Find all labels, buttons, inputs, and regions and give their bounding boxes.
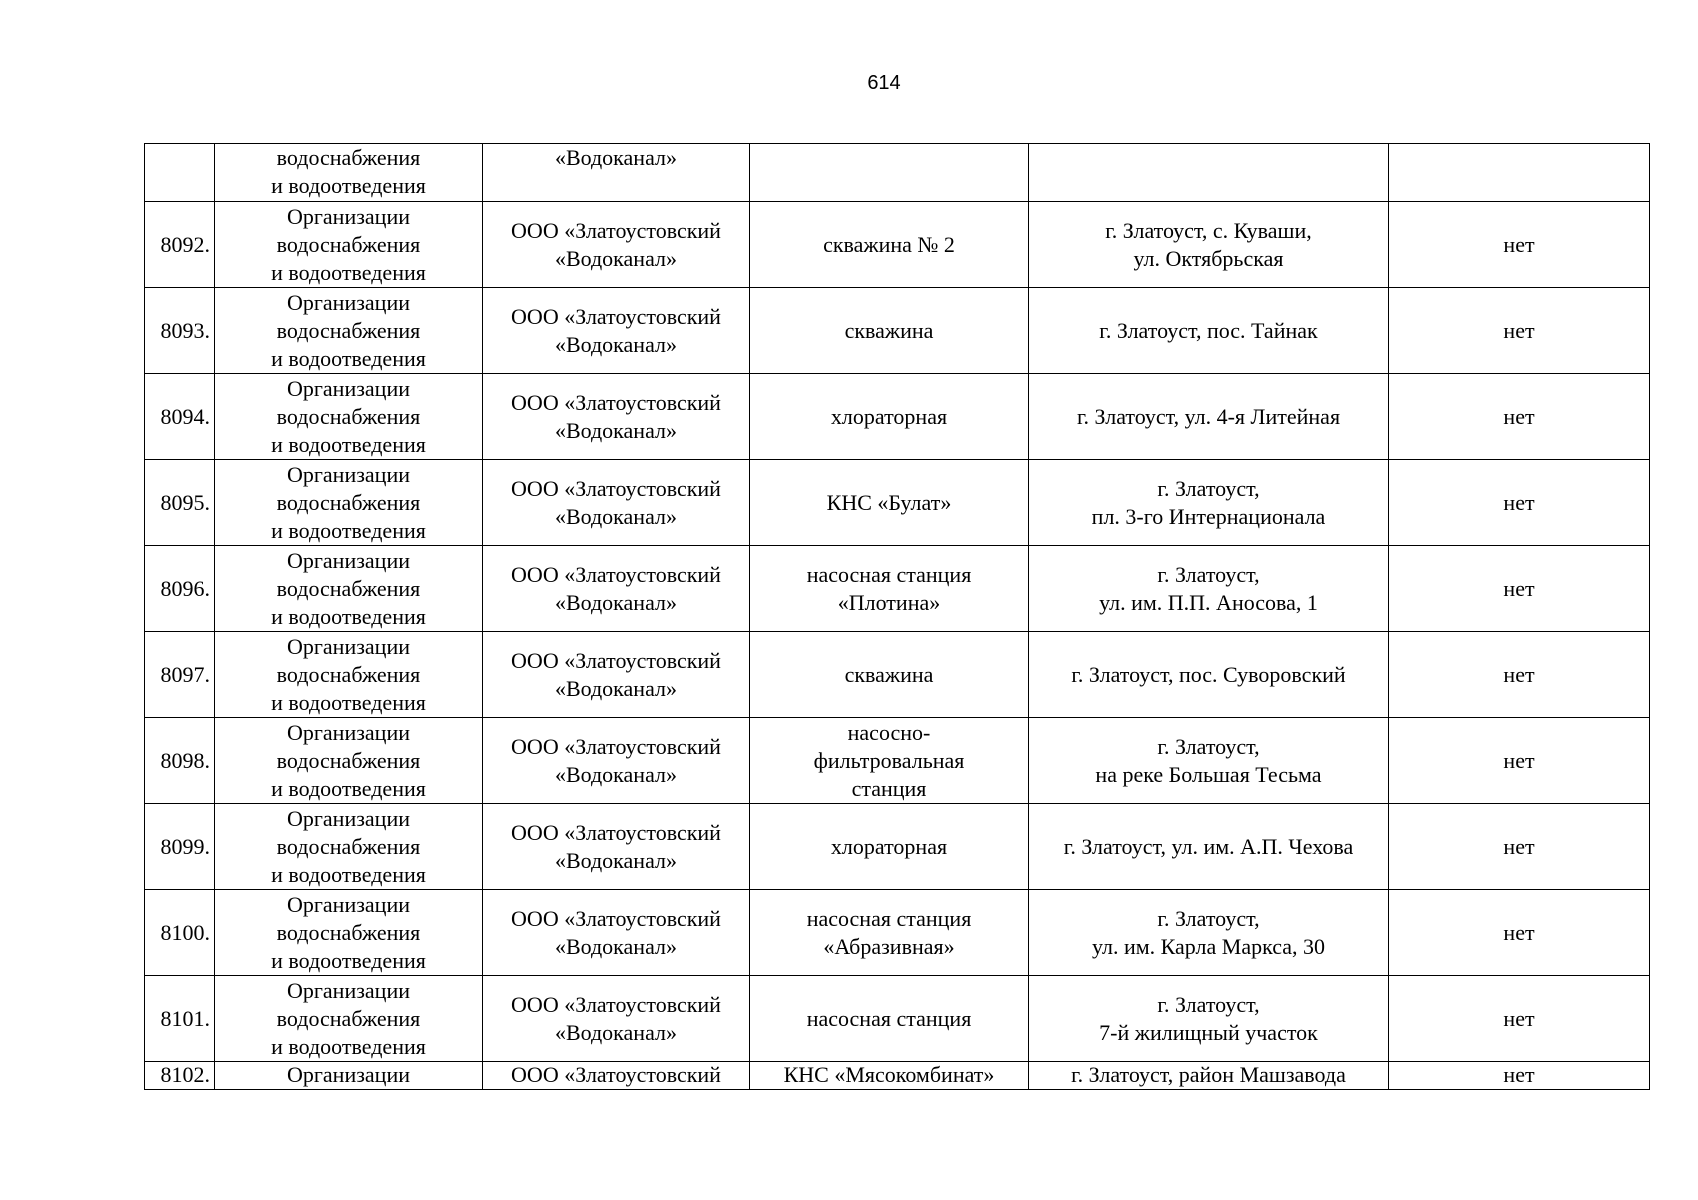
registry-table [144,143,1650,1090]
note [1389,144,1650,202]
table-row [145,374,1650,460]
row-number: 8099. [145,804,215,890]
row-number: 8096. [145,546,215,632]
object-name: насосно- фильтровальная станция [750,718,1029,804]
organization-type: Организации водоснабжения и водоотведения [215,632,483,718]
table-row [145,632,1650,718]
table-row [145,976,1650,1062]
object-address: г. Златоуст, пл. 3-го Интернационала [1029,460,1389,546]
table-row [145,718,1650,804]
object-name: насосная станция «Плотина» [750,546,1029,632]
table-row [145,1062,1650,1090]
note: нет [1389,202,1650,288]
table-row [145,144,1650,202]
note: нет [1389,546,1650,632]
note: нет [1389,976,1650,1062]
note: нет [1389,804,1650,890]
object-address: г. Златоуст, ул. им. А.П. Чехова [1029,804,1389,890]
object-name: насосная станция «Абразивная» [750,890,1029,976]
object-address: г. Златоуст, на реке Большая Тесьма [1029,718,1389,804]
row-number: 8094. [145,374,215,460]
organization-name: ООО «Златоустовский «Водоканал» [483,632,750,718]
table-row [145,804,1650,890]
organization-type: Организации водоснабжения и водоотведения [215,718,483,804]
organization-name: ООО «Златоустовский «Водоканал» [483,976,750,1062]
object-address: г. Златоуст, район Машзавода [1029,1062,1389,1090]
object-name: хлораторная [750,804,1029,890]
object-name: хлораторная [750,374,1029,460]
object-address: г. Златоуст, 7-й жилищный участок [1029,976,1389,1062]
row-number: 8098. [145,718,215,804]
organization-name: ООО «Златоустовский «Водоканал» [483,374,750,460]
table-row [145,460,1650,546]
row-number: 8095. [145,460,215,546]
note: нет [1389,374,1650,460]
organization-name: ООО «Златоустовский «Водоканал» [483,460,750,546]
organization-name: ООО «Златоустовский [483,1062,750,1090]
note: нет [1389,1062,1650,1090]
object-name [750,144,1029,202]
note: нет [1389,632,1650,718]
table-row [145,202,1650,288]
organization-type: Организации водоснабжения и водоотведения [215,804,483,890]
organization-type: Организации водоснабжения и водоотведения [215,890,483,976]
organization-type: водоснабжения и водоотведения [215,144,483,202]
page-number: 614 [867,72,901,94]
row-number: 8101. [145,976,215,1062]
object-name: КНС «Булат» [750,460,1029,546]
organization-name: ООО «Златоустовский «Водоканал» [483,890,750,976]
row-number: 8102. [145,1062,215,1090]
organization-name: «Водоканал» [483,144,750,202]
note: нет [1389,718,1650,804]
table-row [145,546,1650,632]
organization-type: Организации водоснабжения и водоотведения [215,976,483,1062]
table-row [145,288,1650,374]
object-name: КНС «Мясокомбинат» [750,1062,1029,1090]
object-address: г. Златоуст, пос. Суворовский [1029,632,1389,718]
organization-type: Организации водоснабжения и водоотведения [215,288,483,374]
object-address [1029,144,1389,202]
organization-type: Организации водоснабжения и водоотведения [215,202,483,288]
row-number: 8100. [145,890,215,976]
organization-type: Организации водоснабжения и водоотведения [215,546,483,632]
row-number: 8092. [145,202,215,288]
row-number [145,144,215,202]
organization-type: Организации [215,1062,483,1090]
organization-type: Организации водоснабжения и водоотведения [215,460,483,546]
organization-name: ООО «Златоустовский «Водоканал» [483,546,750,632]
object-address: г. Златоуст, с. Куваши, ул. Октябрьская [1029,202,1389,288]
organization-name: ООО «Златоустовский «Водоканал» [483,288,750,374]
object-name: скважина № 2 [750,202,1029,288]
organization-name: ООО «Златоустовский «Водоканал» [483,718,750,804]
organization-name: ООО «Златоустовский «Водоканал» [483,202,750,288]
table-row [145,890,1650,976]
note: нет [1389,460,1650,546]
object-address: г. Златоуст, ул. им. П.П. Аносова, 1 [1029,546,1389,632]
note: нет [1389,890,1650,976]
object-name: насосная станция [750,976,1029,1062]
organization-type: Организации водоснабжения и водоотведения [215,374,483,460]
object-address: г. Златоуст, ул. им. Карла Маркса, 30 [1029,890,1389,976]
row-number: 8097. [145,632,215,718]
object-name: скважина [750,288,1029,374]
object-address: г. Златоуст, ул. 4-я Литейная [1029,374,1389,460]
object-name: скважина [750,632,1029,718]
organization-name: ООО «Златоустовский «Водоканал» [483,804,750,890]
row-number: 8093. [145,288,215,374]
note: нет [1389,288,1650,374]
object-address: г. Златоуст, пос. Тайнак [1029,288,1389,374]
